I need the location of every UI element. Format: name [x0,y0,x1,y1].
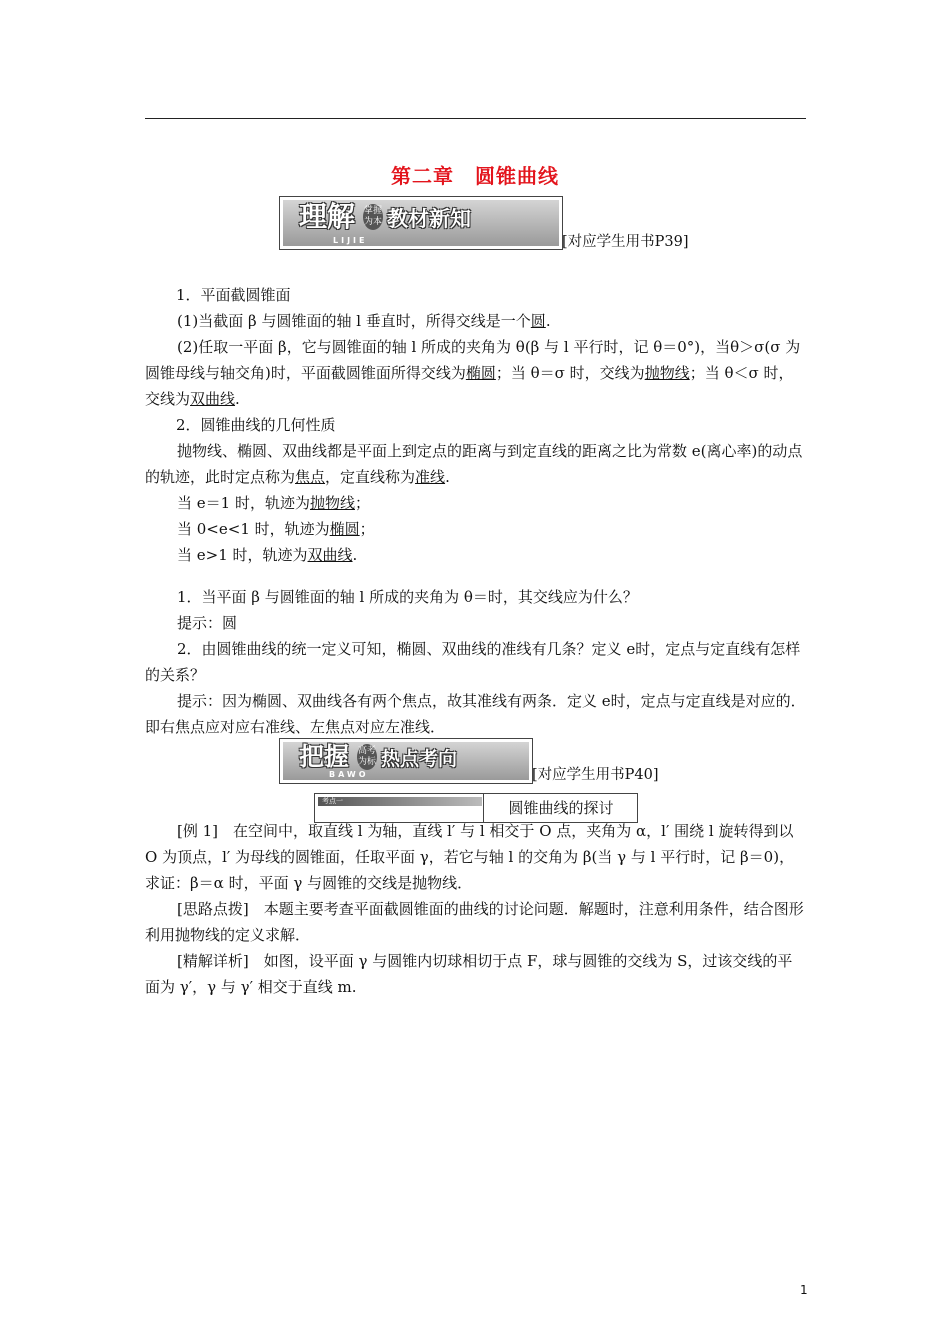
example-problem: [例 1] 在空间中，取直线 l 为轴，直线 l′ 与 l 相交于 O 点，夹角为 α，l′ 围绕 l 旋转得到以 O 为顶点，l′ 为母线的圆锥面，任取平面 γ，若它与轴 l 的交角为 β(当 γ 与 l 平行时，记 β＝0)，求证：β＝α 时，平面 γ 与圆锥的交线是抛物线． [145,822,795,892]
banner-rest-text: 教材新知 [387,207,471,231]
paragraph: (2)任取一平面 β，它与圆锥面的轴 l 所成的夹角为 θ(β 与 l 平行时，记 θ＝0°)，当θ＞σ(σ 为圆锥母线与轴交角)时，平面截圆锥面所得交线为椭圆；当 θ＝σ 时，交线为抛物线；当 θ＜σ 时，交线为双曲线. [145,338,801,408]
question: 1．当平面 β 与圆锥面的轴 l 所成的夹角为 θ＝时，其交线应为什么？ [177,588,638,606]
header-rule [145,118,806,119]
paragraph: 当 0<e<1 时，轨迹为椭圆； [177,520,375,538]
textbook-ref: [对应学生用书P39] [562,234,689,250]
paragraph: 当 e＝1 时，轨迹为抛物线； [177,494,370,512]
answer-hint: 提示：因为椭圆、双曲线各有两个焦点，故其准线有两条．定义 e时，定点与定直线是对应的．即右焦点应对应右准线、左焦点对应左准线． [145,692,806,736]
example-solution: [精解详析] 如图，设平面 γ 与圆锥内切球相切于点 F，球与圆锥的交线为 S，过该交线的平面为 γ′，γ 与 γ′ 相交于直线 m. [145,952,793,996]
textbook-ref: [对应学生用书P40] [532,767,659,783]
paragraph: (1)当截面 β 与圆锥面的轴 l 垂直时，所得交线是一个圆. [177,312,551,330]
banner-big-text: 理解 [299,200,356,233]
section-banner-understand [279,196,563,250]
banner-pinyin: BAWO [329,770,369,779]
page-number: 1 [800,1283,808,1297]
section-heading: 1．平面截圆锥面 [176,286,291,304]
paragraph: 抛物线、椭圆、双曲线都是平面上到定点的距离与到定直线的距离之比为常数 e(离心率)的动点的轨迹，此时定点称为焦点，定直线称为准线. [145,442,803,486]
banner-big-text: 把握 [299,742,350,771]
banner-rest-text: 热点考向 [381,748,458,770]
banner-badge: 掌握 为本 [363,204,383,230]
chapter-title: 第二章 圆锥曲线 [391,164,559,188]
banner-pinyin: LIJIE [333,236,368,245]
answer-hint: 提示：圆 [177,614,238,632]
section-heading: 2．圆锥曲线的几何性质 [176,416,336,434]
paragraph: 当 e>1 时，轨迹为双曲线. [177,546,358,564]
section-banner-grasp [279,738,533,784]
topic-title: 圆锥曲线的探讨 [508,799,614,817]
topic-label: 考点一 [318,797,482,806]
question: 2．由圆锥曲线的统一定义可知，椭圆、双曲线的准线有几条？定义 e时，定点与定直线有怎样的关系？ [145,640,801,684]
example-hint: [思路点拨] 本题主要考查平面截圆锥面的曲线的讨论问题．解题时，注意利用条件，结合图形利用抛物线的定义求解． [145,900,804,944]
banner-badge: 高考 为标 [357,744,377,770]
